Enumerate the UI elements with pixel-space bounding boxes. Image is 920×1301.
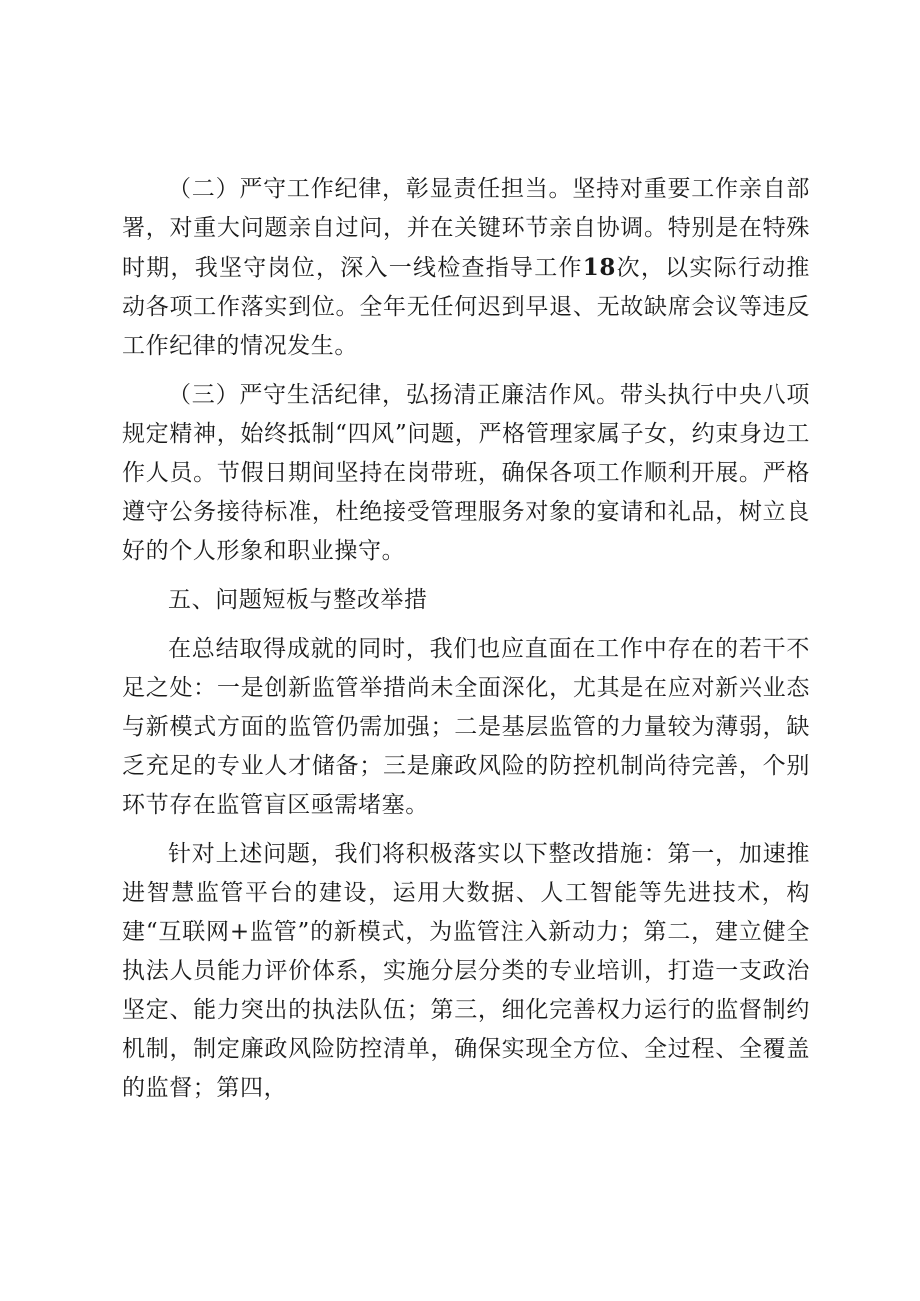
paragraph-life-discipline: （三）严守生活纪律，弘扬清正廉洁作风。带头执行中央八项规定精神，始终抵制“四风”问题，严格管理家属子女，约束身边工作人员。节假日期间坚持在岗带班，确保各项工作顺利开展。严格遵守公务接待标准，杜绝接受管理服务对象的宴请和礼品，树立良好的个人形象和职业操守。 xyxy=(122,382,810,564)
work-discipline-text-start: （二）严守工作纪律，彰显责任担当。坚持对重要工作亲自部署，对重大问题亲自过问，并在关键环节亲自协调。特别是在特殊时期，我坚守岗位，深入一线检查指导工作 xyxy=(122,176,810,281)
section-heading: 五、问题短板与整改举措 xyxy=(168,587,428,613)
work-discipline-text-end: 次，以实际行动推动各项工作落实到位。全年无任何迟到早退、无故缺席会议等违反工作纪律的情况发生。 xyxy=(122,255,810,359)
inspection-count: 18 xyxy=(582,254,616,281)
paragraph-problems: 在总结取得成就的同时，我们也应直面在工作中存在的若干不足之处：一是创新监管举措尚未全面深化，尤其是在应对新兴业态与新模式方面的监管仍需加强；二是基层监管的力量较为薄弱，缺乏充足的专业人才储备；三是廉政风险的防控机制尚待完善，个别环节存在监管盲区亟需堵塞。 xyxy=(122,636,810,818)
paragraph-work-discipline xyxy=(122,170,810,366)
document-body xyxy=(122,170,810,1108)
paragraph-measures: 针对上述问题，我们将积极落实以下整改措施：第一，加速推进智慧监管平台的建设，运用大数据、人工智能等先进技术，构建“互联网+监管”的新模式，为监管注入新动力；第二，建立健全执法人员能力评价体系，实施分层分类的专业培训，打造一支政治坚定、能力突出的执法队伍；第三，细化完善权力运行的监督制约机制，制定廉政风险防控清单，确保实现全方位、全过程、全覆盖的监督；第四， xyxy=(122,841,810,1101)
